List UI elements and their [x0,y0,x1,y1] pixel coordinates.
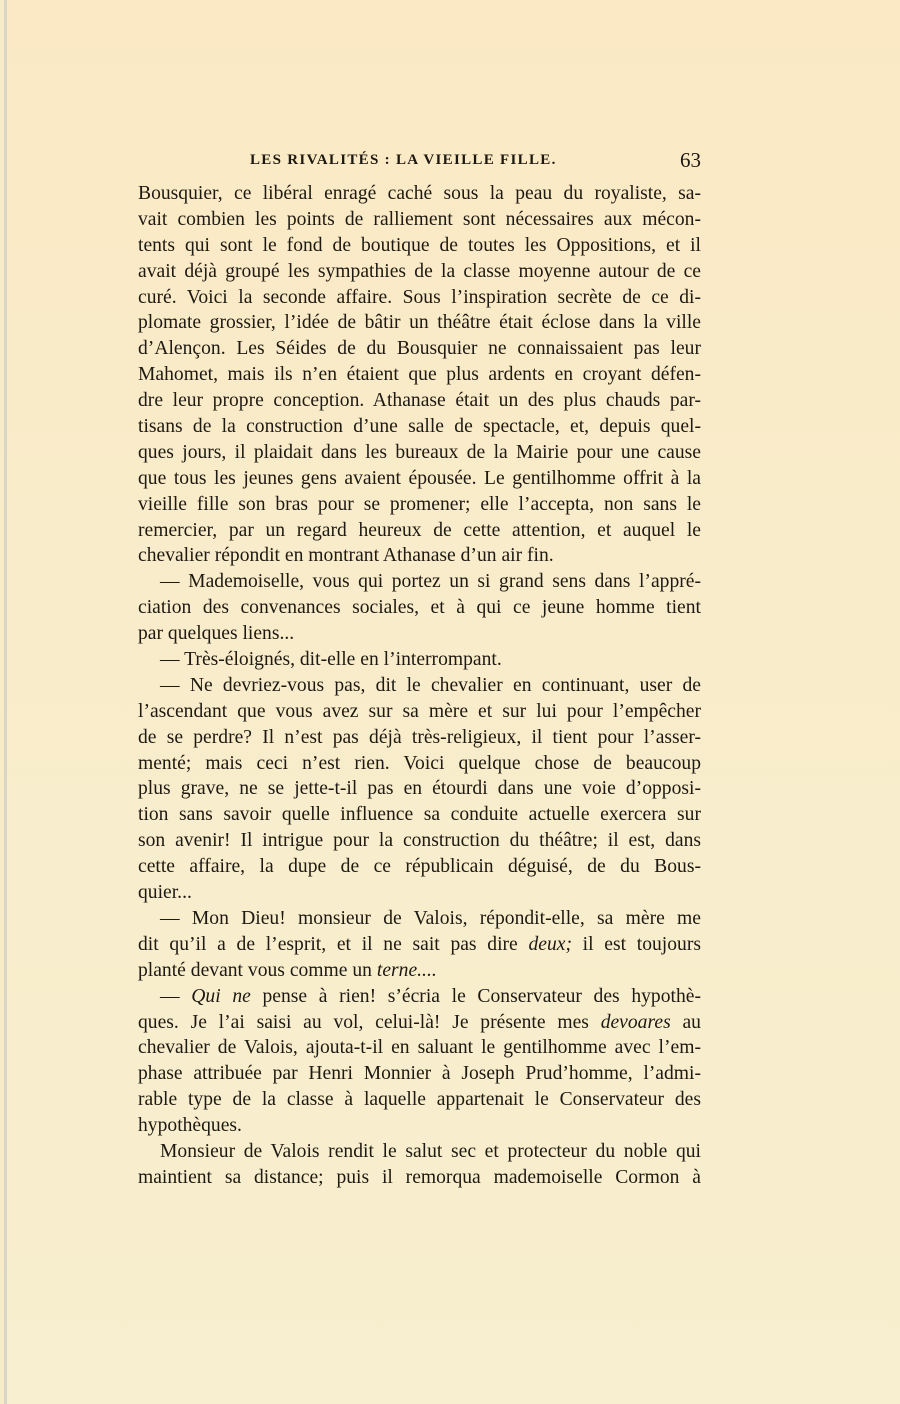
text-line: phase attribuée par Henri Monnier à Joseph Prud’homme, l’admi- [138,1063,701,1085]
text-line: chevalier répondit en montrant Athanase d’un air fin. [138,545,554,567]
italic-text: devoares [600,1011,671,1033]
italic-text: terne.... [376,959,437,981]
text-line: son avenir! Il intrigue pour la construction du théâtre; il est, dans [138,830,701,852]
text-line: — Très-éloignés, dit-elle en l’interrompant. [160,649,502,671]
text-line: remercier, par un regard heureux de cette attention, et auquel le [138,519,701,541]
text-line: — Ne devriez-vous pas, dit le chevalier en continuant, user de [160,674,701,696]
text-line [138,1010,701,1036]
text-line: chevalier de Valois, ajouta-t-il en saluant le gentilhomme avec l’em- [138,1037,701,1059]
text-line: Monsieur de Valois rendit le salut sec et protecteur du noble qui [160,1140,701,1162]
text-line [138,958,701,984]
text-line: menté; mais ceci n’est rien. Voici quelque chose de beaucoup [138,752,701,774]
text-run: — [160,985,192,1007]
text-line: que tous les jeunes gens avaient épousée. Le gentilhomme offrit à la [138,467,701,489]
book-page [4,0,900,1404]
text-line: cette affaire, la dupe de ce républicain déguisé, de du Bous- [138,856,701,878]
text-line: maintient sa distance; puis il remorqua mademoiselle Cormon à [138,1166,701,1188]
body-text [138,181,701,1191]
text-line: dre leur propre conception. Athanase était un des plus chauds par- [138,390,701,412]
text-line: plus grave, ne se jette-t-il pas en étourdi dans une voie d’opposi- [138,778,701,800]
text-line: tents qui sont le fond de boutique de toutes les Oppositions, et il [138,234,701,256]
text-line: l’ascendant que vous avez sur sa mère et sur lui pour l’empêcher [138,700,701,722]
text-run: pense à rien! s’écria le Conservateur des hypothè- [250,985,701,1007]
text-run: planté devant vous comme un [138,959,377,981]
text-line: — Mademoiselle, vous qui portez un si grand sens dans l’appré- [160,571,701,593]
page-header [137,148,701,176]
text-line [138,984,701,1010]
text-line: curé. Voici la seconde affaire. Sous l’inspiration secrète de ce di- [138,286,701,308]
text-line [138,932,701,958]
text-line: plomate grossier, l’idée de bâtir un théâtre était éclose dans la ville [138,312,701,334]
text-line: tion sans savoir quelle influence sa conduite actuelle exercera sur [138,804,701,826]
text-line: vieille fille son bras pour se promener; elle l’accepta, non sans le [138,493,701,515]
running-title: LES RIVALITÉS : LA VIEILLE FILLE. [250,152,557,168]
text-line: avait déjà groupé les sympathies de la classe moyenne autour de ce [138,260,701,282]
text-line: Mahomet, mais ils n’en étaient que plus ardents en croyant défen- [138,364,701,386]
text-line: d’Alençon. Les Séides de du Bousquier ne connaissaient pas leur [138,338,701,360]
text-line: ciation des convenances sociales, et à qui ce jeune homme tient [138,597,701,619]
text-line: tisans de la construction d’une salle de spectacle, et, depuis quel- [138,416,701,438]
text-run: ques. Je l’ai saisi au vol, celui-là! Je présente mes [138,1011,601,1033]
page-number: 63 [680,148,701,172]
text-line: Bousquier, ce libéral enragé caché sous la peau du royaliste, sa- [138,183,701,204]
text-line: par quelques liens... [138,623,295,645]
text-line: de se perdre? Il n’est pas déjà très-religieux, il tient pour l’asser- [138,726,701,748]
italic-text: deux; [528,933,572,955]
italic-text: Qui ne [191,985,251,1007]
text-line: — Mon Dieu! monsieur de Valois, répondit-elle, sa mère me [160,907,701,929]
text-line: vait combien les points de ralliement sont nécessaires aux mécon- [138,208,701,230]
text-line: ques jours, il plaidait dans les bureaux de la Mairie pour une cause [138,441,701,463]
text-run: au [670,1011,701,1033]
text-run: il est toujours [571,933,701,955]
text-line: quier... [138,882,192,904]
text-line: hypothèques. [138,1115,242,1137]
text-run: dit qu’il a de l’esprit, et il ne sait pas dire [138,933,529,955]
text-line: rable type de la classe à laquelle appartenait le Conservateur des [138,1089,701,1111]
